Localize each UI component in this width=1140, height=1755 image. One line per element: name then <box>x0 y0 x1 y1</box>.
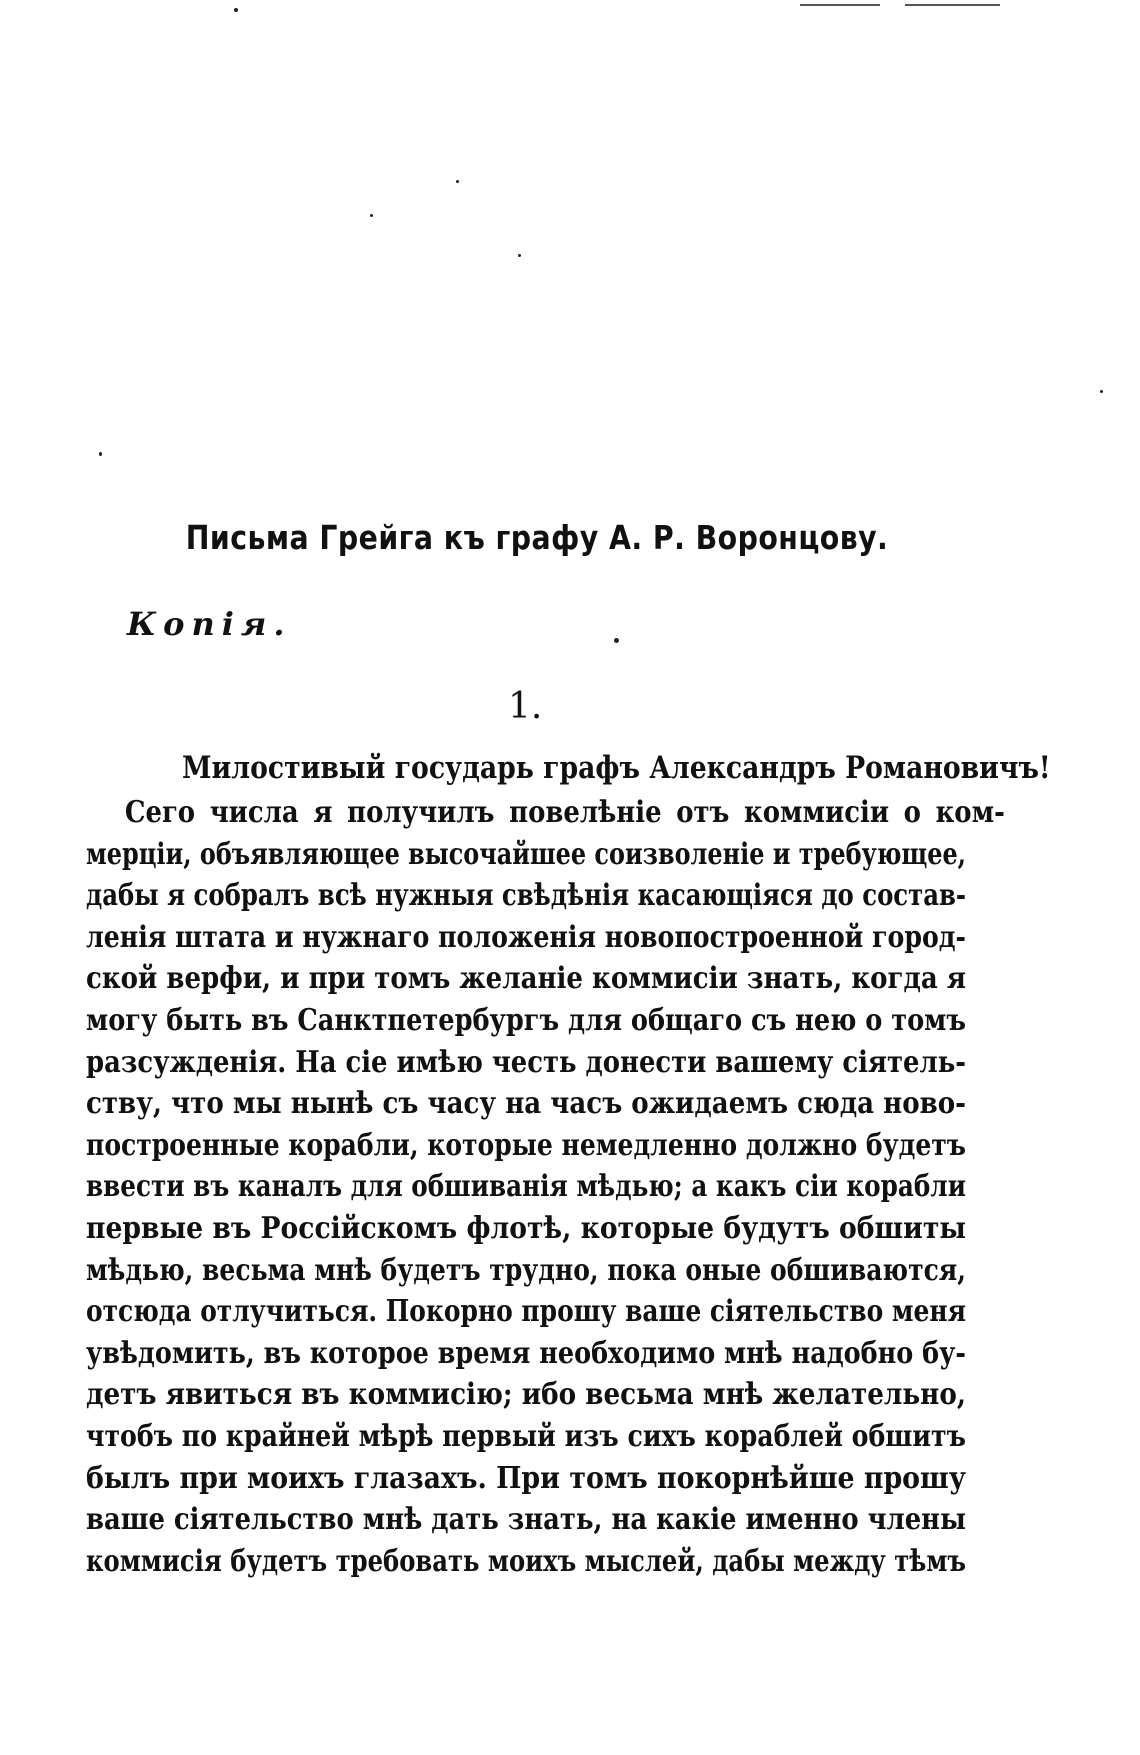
body-line: ввести въ каналъ для обшиванія мѣдью; а какъ сіи корабли <box>86 1169 966 1205</box>
letter-number: 1. <box>508 686 543 727</box>
body-line: чтобъ по крайней мѣрѣ первый изъ сихъ кораблей обшитъ <box>86 1418 966 1454</box>
body-line: ству, что мы нынѣ съ часу на часъ ожидаемъ сюда ново- <box>86 1086 966 1122</box>
body-line: коммисія будетъ требовать моихъ мыслей, дабы между тѣмъ <box>86 1543 966 1579</box>
scan-speck <box>1100 390 1103 393</box>
copy-label: Копія. <box>127 605 292 643</box>
scan-rule-top <box>800 4 880 6</box>
body-line: построенные корабли, которые немедленно должно будетъ <box>86 1127 966 1163</box>
letter-body <box>86 792 1005 1582</box>
body-line: первые въ Россійскомъ флотѣ, которые будутъ обшиты <box>86 1210 966 1246</box>
body-line: могу быть въ Санктпетербургъ для общаго съ нею о томъ <box>86 1002 966 1038</box>
body-line: Сего числа я получилъ повелѣніе отъ коммисіи о ком- <box>124 795 1005 830</box>
scan-speck <box>370 214 373 217</box>
body-line: дабы я собралъ всѣ нужныя свѣдѣнія касающіяся до состав- <box>86 878 966 914</box>
body-line: разсужденія. На сіе имѣю честь донести вашему сіятель- <box>86 1044 966 1080</box>
body-line: мерціи, объявляющее высочайшее соизволеніе и требующее, <box>86 836 967 872</box>
letters-title: Письма Грейга къ графу А. Р. Воронцову. <box>185 518 889 557</box>
letter-salutation: Милостивый государь графъ Александръ Романовичъ! <box>182 750 1051 786</box>
scan-speck <box>614 638 619 643</box>
body-line: увѣдомить, въ которое время необходимо мнѣ надобно бу- <box>86 1335 966 1371</box>
scan-speck <box>456 180 459 183</box>
scan-speck <box>518 254 521 257</box>
body-line: ленія штата и нужнаго положенія новопостроенной город- <box>86 919 966 955</box>
body-line: отсюда отлучиться. Покорно прошу ваше сіятельство меня <box>86 1294 966 1330</box>
body-line: мѣдью, весьма мнѣ будетъ трудно, пока оные обшиваются, <box>86 1252 966 1288</box>
body-line: ской верфи, и при томъ желаніе коммисіи знать, когда я <box>86 961 966 997</box>
body-line: былъ при моихъ глазахъ. При томъ покорнѣйше прошу <box>86 1460 966 1496</box>
scan-rule-top <box>905 4 1000 6</box>
scan-speck <box>99 452 102 456</box>
body-line: ваше сіятельство мнѣ дать знать, на какіе именно члены <box>86 1502 966 1538</box>
body-line: детъ явиться въ коммисію; ибо весьма мнѣ желательно, <box>86 1377 966 1413</box>
scan-speck <box>234 8 238 12</box>
